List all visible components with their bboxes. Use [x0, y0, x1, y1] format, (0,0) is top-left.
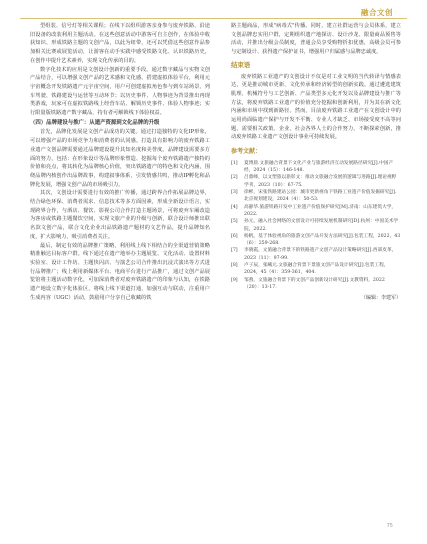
- reference-item: [231, 204, 401, 219]
- references-title: 参考文献：: [231, 148, 262, 156]
- reference-number: [8]: [231, 263, 238, 268]
- page-number: 75: [386, 523, 393, 529]
- reference-item: [231, 233, 401, 248]
- reference-text: 高静华.旅游铁路开发中工业遗产价值保护研究[M].济南：山东建筑大学，2022.: [244, 204, 397, 217]
- reference-item: [231, 160, 401, 175]
- editor-credit: （编辑：李建军）: [360, 295, 401, 302]
- reference-text: 李晓霞，文旅融合背景下的铁路遗产文创产品设计策略研究[J].西部皮革，2023（11）：97-99.: [244, 248, 397, 261]
- section-tag: 融合文创: [361, 8, 393, 17]
- reference-item: [231, 277, 401, 292]
- reference-list: [231, 160, 401, 291]
- reference-item: [231, 174, 401, 189]
- reference-text: 夏博晨.文旅融合背景下文化产业与旅游经济互动发展路径研究[J].中国产经，2024（15）：146-148.: [244, 160, 394, 174]
- reference-item: [231, 247, 401, 262]
- paragraph: 首先，品牌化发展是文创产品成功的关键。通过打造独特的文化IP形象，可以增强产品的市场竞争力和消费者的认同感。打造具有影响力的废弃铁路工业遗产文创品牌需要通过品牌建设提升其知名度和美誉度。品牌建设需要多方面的努力，包括：在形象设计等品牌形象塑造、挖掘每个废弃铁路遗产独特的价值和亮点，将其转化为品牌核心价值，突出铁路遗产的特色和文化内涵，围绕品牌内核创作出品牌故事，构建叙事体系，引发情感共鸣，推动IP孵化和品牌化发展，增强文创产品的市场吸引力。: [30, 129, 210, 188]
- reference-item: [231, 218, 401, 233]
- reference-text: 孙元，融入社会网络的文创设计可持续发展机制研究[D].杭州：中国美术学院，2022.: [244, 219, 399, 232]
- reference-number: [7]: [231, 248, 238, 254]
- subsection-heading: （四）品牌建设与推广：从遗产资源到文化品牌的升级: [30, 119, 160, 126]
- right-column: [231, 22, 401, 303]
- reference-number: [4]: [231, 204, 238, 210]
- reference-number: [3]: [231, 190, 238, 196]
- paragraph: 最后，制定有效的品牌推广策略，利用线上线下相结合的全渠道营销策略精准触达目标客户群。线下通过在遗产地举办主题展览、文化活动、设置材料实验室、设计工作坊、主题快闪店、与演艺公司合作推出沉浸式演出等方式进行品牌推广；线上利用新媒体平台、电商平台进行产品推广，通过文创产品展览馆将主题活动数字化，可加深消费者对废弃铁路遗产的印象与认知，在铁路遗产地设立数字化体验区，将线上线下渠道打通，加强互动与联动，注重用户生成内容（UGC）活动，鼓励用户分享自己收藏的铁: [30, 242, 210, 301]
- reference-number: [1]: [231, 160, 238, 166]
- reference-text: 徐彬，宋张铁路建站公园：城市更新视角下铁路工业遗产价值发掘研究[J].北京规划建设，2024（4）：50-53.: [244, 190, 397, 203]
- paragraph: 数字化技术的应用是文创设计创新的重要手段。通过数字藏品与实物文创产品结合，可以增强文创产品的艺术感和文化感。搭建虚拟体验平台，利用元宇宙概念开发铁路遗产元宇宙空间，用户可创建虚拟角色参与到车站场景、列车驾驶、铁路建设与运营等互动环节；以历史事件、人物事迹为背景推出再现类游戏，玩家可在虚拟铁路线上经营车站、解锁历史事件、体验人物事迹；实行限量版铁路遗产数字藏品，持有者可解锁线下体验权益。: [30, 66, 210, 117]
- paragraph: 型组装、信号灯等相关课程；在线下以组织游客亲身参与废弃铁路、沿途旧设备的改装利用主题活动。在这些创意活动中游客可自主创作，在体验中收获知识、形成铁路主题的文创产品，以此为纽带，还可以凭借这些创意作品参加相关比赛或展览活动，让游客在动手实践中感受铁路文化、认识铁路历史，在创作中提升艺术素养，实现文化传承的目的。: [30, 23, 210, 64]
- reference-number: [2]: [231, 175, 238, 181]
- reference-text: 邹燕，文旅融合背景下的文创产品创新设计研究[J].文教资料，2022（20）：13-17.: [244, 277, 385, 290]
- header-rule: [20, 18, 407, 19]
- reference-item: [231, 189, 401, 204]
- paragraph: 路主题商品，形成"病毒式"传播。同时，建立社群运营与会员体系，建立文创品牌忠实用户群，定期组织遗产地探访、设计沙龙、限量商品预售等活动，并推出分级会员制度，普通会员享受购物折扣优惠，高级会员可参与定制设计、获得遗产保护证书，增强用户归属感与品牌忠诚度。: [231, 23, 401, 56]
- paragraph: 其次，文创设计需要进行有效的推广传播，通过跨界合作拓展品牌边界，结合绿色环保、消费者需求、信息技术等多方面因素，形成全新设计语言，实现跨界合作，与酒店、餐饮、影视公司合作打造主题场景，可将废弃车厢改造为客房或铁路主题餐饮空间，实现文旅产业的升级与创新，联合设计师推出联名款文创产品，联合文化企业出品铁路遗产题材的文艺作品，提升品牌知名度，扩大影响力，吸引消费者关注。: [30, 190, 210, 240]
- reference-number: [9]: [231, 277, 238, 283]
- conclusion-heading: 结束语: [231, 60, 251, 69]
- reference-text: 吕鼎峰，以文塑旅以旅彰文：推动文旅融合发展的逻辑与进路[J].理论视野学刊，2023（10）：67-75.: [244, 175, 397, 188]
- reference-number: [5]: [231, 219, 238, 225]
- reference-number: [6]: [231, 233, 238, 239]
- paragraph: 废弃铁路工业遗产的文创设计不仅是对工业文明的当代转译与情感表达，更是推动城市更新、文化传承和经济转型的创新实践。通过遴选建筑肌理、机械符号与工艺创新、产品类型多元化开发以及品牌建设与推广等方法，将废弃铁路工业遗产的价值充分挖掘和创新利用，并为其在新文化内涵和市场中找到新路径。然而，目前废弃铁路工业遗产在文创设计中的运用尚面临遗产保护与开发不平衡、专业人才缺乏、市场接受度不高等问题，需要相关政策、企业、社会各界人士的合作努力，不断探索创新，推动废弃铁路工业遗产文创设计事业可持续发展。: [231, 73, 401, 141]
- reference-item: [231, 262, 401, 277]
- left-column: [30, 22, 210, 303]
- reference-text: 卢子辰，张曦元.文旅融合背景下景旅文创产品设计研究[J].包装工程，2024，45（4）：359-361，404.: [244, 263, 389, 276]
- reference-text: 杨帆，基于体验视角的旅游文创产品开发方法研究[J].包装工程，2022，43（6）：259-268.: [244, 233, 401, 247]
